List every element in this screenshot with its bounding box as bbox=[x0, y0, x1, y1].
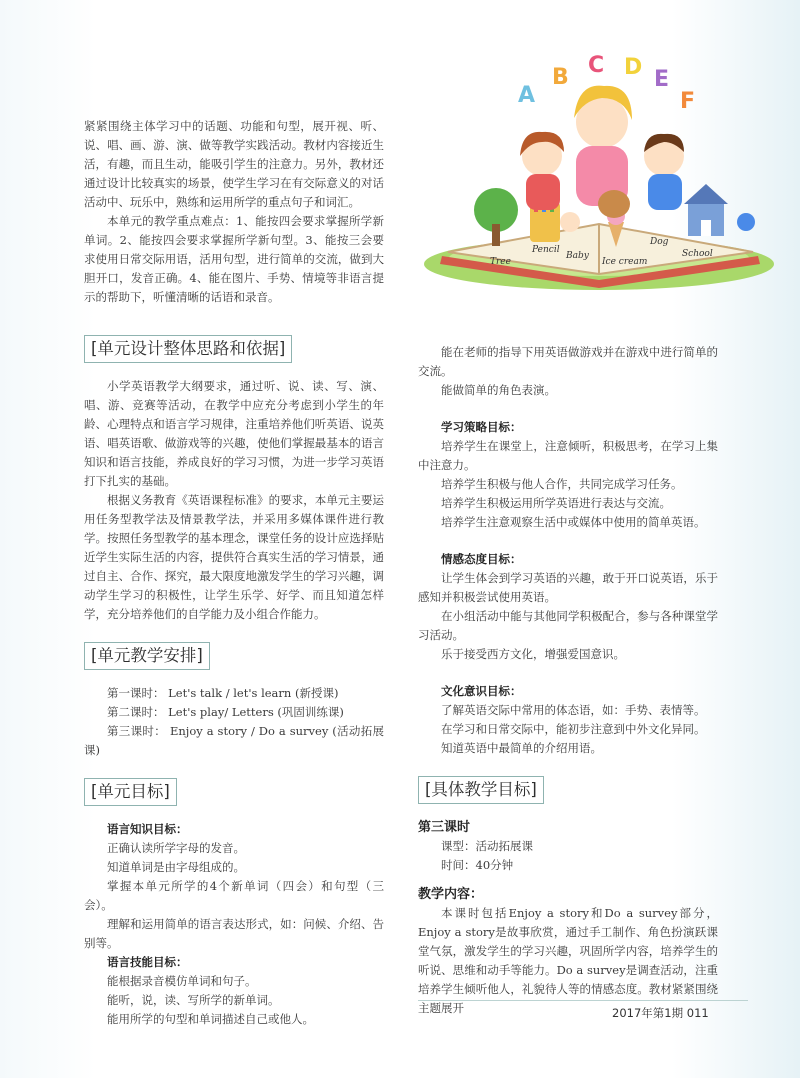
footer-rule bbox=[418, 1000, 748, 1001]
culture-heading: 文化意识目标： bbox=[441, 684, 522, 698]
attitude-item-1: 让学生体会到学习英语的兴趣，敢于开口说英语，乐于感知并积极尝试使用英语。 bbox=[418, 571, 718, 604]
letter-e: E bbox=[654, 67, 670, 92]
design-paragraph-2: 根据义务教育《英语课程标准》的要求，本单元主要运用任务型教学法及情景教学法，并采用多媒体课件进行教学。按照任务型教学的基本理念，课堂任务的设计应选择贴近学生实际生活的内容，提供符合真实生活的学习情景，通过自主、合作、探究，最大限度地激发学生的学习兴趣，调动学生学习的积极性，让学生乐学、好学、而且知道怎样学，充分培养他们的自学能力及小组合作能力。 bbox=[84, 493, 384, 621]
skills-cont-item-1: 能在老师的指导下用英语做游戏并在游戏中进行简单的交流。 bbox=[418, 345, 718, 378]
strategy-item-3: 培养学生积极运用所学英语进行表达与交流。 bbox=[441, 496, 671, 510]
skills-item-2: 能听，说，读、写所学的新单词。 bbox=[107, 993, 280, 1007]
culture-item-2: 在学习和日常交际中，能初步注意到中外文化异同。 bbox=[441, 722, 706, 736]
label-tree: Tree bbox=[490, 257, 511, 267]
strategy-item-4: 培养学生注意观察生活中或媒体中使用的简单英语。 bbox=[441, 515, 706, 529]
content-text: 本课时包括Enjoy a story和Do a survey部分，Enjoy a story是故事欣赏，通过手工制作、角色扮演跃课堂气氛，激发学生的学习兴趣，巩固所学内容，培养学生的听说、思维和动手等能力。Do a survey是调查活动，注重培养学生倾听他人，礼貌待人等的情感态度。教材紧紧围绕主题展开 bbox=[418, 906, 718, 1015]
right-column bbox=[418, 343, 718, 1018]
attitude-heading: 情感态度目标： bbox=[441, 552, 522, 566]
attitude-item-3: 乐于接受西方文化，增强爱国意识。 bbox=[441, 647, 625, 661]
skills-cont-item-2: 能做简单的角色表演。 bbox=[441, 383, 556, 397]
culture-item-3: 知道英语中最简单的介绍用语。 bbox=[441, 741, 602, 755]
lesson-line-3: 第三课时： Enjoy a story / Do a survey (活动拓展课) bbox=[84, 724, 384, 757]
label-school: School bbox=[682, 249, 713, 259]
lesson-heading: 第三课时 bbox=[418, 820, 471, 835]
lesson-type: 课型：活动拓展课 bbox=[441, 839, 533, 853]
culture-item-1: 了解英语交际中常用的体态语，如：手势、表情等。 bbox=[441, 703, 706, 717]
letter-c: C bbox=[588, 53, 605, 78]
section-title-design: [单元设计整体思路和依据] bbox=[84, 335, 292, 363]
label-ice-cream: Ice cream bbox=[602, 257, 648, 267]
skills-item-3: 能用所学的句型和单词描述自己或他人。 bbox=[107, 1012, 314, 1026]
label-pencil: Pencil bbox=[532, 245, 560, 255]
knowledge-item-1: 正确认读所学字母的发音。 bbox=[107, 841, 245, 855]
label-baby: Baby bbox=[566, 251, 589, 261]
page-number: 011 bbox=[686, 1006, 709, 1020]
skills-heading: 语言技能目标： bbox=[107, 955, 188, 969]
left-column bbox=[84, 117, 384, 1029]
cartoon-illustration bbox=[418, 52, 780, 292]
section-title-goals: [单元目标] bbox=[84, 778, 177, 806]
lesson-line-2: 第二课时： Let's play/ Letters (巩固训练课) bbox=[107, 705, 344, 719]
lesson-line-1: 第一课时： Let's talk / let's learn (新授课) bbox=[107, 686, 339, 700]
letter-a: A bbox=[518, 83, 536, 108]
skills-item-1: 能根据录音模仿单词和句子。 bbox=[107, 974, 257, 988]
strategy-heading: 学习策略目标： bbox=[441, 420, 522, 434]
strategy-item-1: 培养学生在课堂上，注意倾听，积极思考，在学习上集中注意力。 bbox=[418, 439, 718, 472]
intro-paragraph-1: 紧紧围绕主体学习中的话题、功能和句型，展开视、听、说、唱、画、游、演、做等教学实践活动。教材内容接近生活，有趣，而且生动，能吸引学生的注意力。另外，教材还通过设计比较真实的场景，使学生学习在有交际意义的对话活动中、玩乐中，熟练和运用所学的重点句子和词汇。 bbox=[84, 119, 384, 209]
illustration-graphic bbox=[418, 52, 780, 292]
letter-b: B bbox=[552, 65, 569, 90]
section-title-specific-goals: [具体教学目标] bbox=[418, 776, 544, 804]
label-dog: Dog bbox=[650, 237, 669, 247]
knowledge-item-4: 理解和运用简单的语言表达形式，如：问候、介绍、告别等。 bbox=[84, 917, 384, 950]
issue-label: 2017年第1期 bbox=[612, 1006, 684, 1020]
lesson-time: 时间：40分钟 bbox=[441, 858, 514, 872]
content-heading: 教学内容： bbox=[418, 887, 484, 902]
knowledge-item-3: 掌握本单元所学的4个新单词（四会）和句型（三会）。 bbox=[84, 879, 384, 912]
knowledge-heading: 语言知识目标： bbox=[107, 822, 188, 836]
strategy-item-2: 培养学生积极与他人合作，共同完成学习任务。 bbox=[441, 477, 683, 491]
letter-d: D bbox=[624, 55, 643, 80]
section-title-arrangement: [单元教学安排] bbox=[84, 642, 210, 670]
design-paragraph-1: 小学英语教学大纲要求，通过听、说、读、写、演、唱、游、竞赛等活动，在教学中应充分考虑到小学生的年龄、心理特点和语言学习规律，注重培养他们听英语、说英语、唱英语歌、做游戏等的兴趣，使他们掌握最基本的语言知识和语言技能，养成良好的学习习惯，为进一步学习英语打下扎实的基础。 bbox=[84, 379, 384, 488]
letter-f: F bbox=[680, 89, 696, 114]
knowledge-item-2: 知道单词是由字母组成的。 bbox=[107, 860, 245, 874]
page-footer bbox=[612, 1005, 709, 1021]
attitude-item-2: 在小组活动中能与其他同学积极配合，参与各种课堂学习活动。 bbox=[418, 609, 718, 642]
intro-paragraph-2: 本单元的教学重点难点：1、能按四会要求掌握所学新单词。2、能按四会要求掌握所学新句型。3、能按三会要求使用日常交际用语，活用句型，进行简单的交流，做到大胆开口，发音正确。4、能在图片、手势、情境等非语言提示的帮助下，听懂清晰的话语和录音。 bbox=[84, 214, 384, 304]
